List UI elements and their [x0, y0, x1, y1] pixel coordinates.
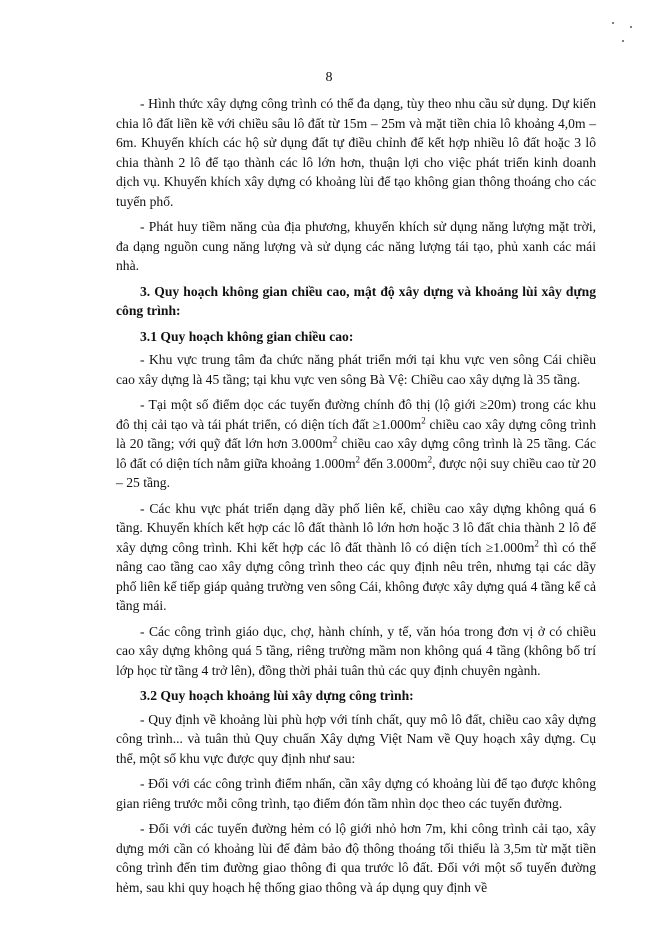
- paragraph-height-center: - Khu vực trung tâm đa chức năng phát triển mới tại khu vực ven sông Cái chiều cao xây dựng là 45 tầng; tại khu vực ven sông Bà Vệ: Chiều cao xây dựng là 35 tầng.: [116, 352, 596, 387]
- section-heading-3: 3. Quy hoạch không gian chiều cao, mật độ xây dựng và khoảng lùi xây dựng công trình:: [116, 283, 596, 318]
- paragraph-setback-general: - Quy định về khoảng lùi phù hợp với tính chất, quy mô lô đất, chiều cao xây dựng công trình... và tuân thủ Quy chuẩn Xây dựng Việt Nam về Quy hoạch xây dựng. Cụ thể, một số khu vực được quy định như sau:: [116, 711, 596, 766]
- paragraph-height-main-roads: - Tại một số điểm dọc các tuyến đường chính đô thị (lộ giới ≥20m) trong các khu đô thị cải tạo và tái phát triển, có diện tích đất $\ge 1.000m^2$ chiều cao xây dựng công trình là 20 tầng; với quỹ đất lớn hơn $3.000m^2$ chiều cao xây dựng công trình là 25 tầng. Các lô đất có diện tích nằm giữa khoảng $1.000m^2$ đến $3.000m^2$, được nội suy chiều cao từ 20 – 25 tầng.: [116, 397, 597, 490]
- scan-specks: [608, 18, 638, 48]
- paragraph-setback-landmarks: - Đối với các công trình điểm nhấn, cần xây dựng có khoảng lùi để tạo được không gian riêng trước mỗi công trình, tạo điểm đón tầm nhìn dọc theo các tuyến đường.: [116, 776, 596, 811]
- paragraph-construction-form: - Hình thức xây dựng công trình có thể đa dạng, tùy theo nhu cầu sử dụng. Dự kiến chia lô đất liền kề với chiều sâu lô đất từ 15m – 25m và mặt tiền chia lô khoảng 4,0m – 6m. Khuyến khích các hộ sử dụng đất tự điều chỉnh để kết hợp nhiều lô đất hoặc 3 lô chia thành 2 lô để tạo thành các lô lớn hơn, thuận lợi cho việc phát triển kinh doanh dịch vụ. Khuyến khích xây dựng có khoảng lùi để tạo không gian thông thoáng cho các tuyến phố.: [116, 96, 596, 209]
- subsection-heading-3-1: 3.1 Quy hoạch không gian chiều cao:: [140, 328, 354, 344]
- page-number: 8: [325, 70, 333, 85]
- document-body: [116, 94, 596, 903]
- paragraph-energy: - Phát huy tiềm năng của địa phương, khuyến khích sử dụng năng lượng mặt trời, đa dạng nguồn cung năng lượng và sử dụng các năng lượng tái tạo, phủ xanh các mái nhà.: [116, 219, 596, 273]
- paragraph-height-row-houses: - Các khu vực phát triển dạng dãy phố liên kế, chiều cao xây dựng không quá 6 tầng. Khuyến khích kết hợp các lô đất thành lô lớn hơn hoặc 3 lô đất chia thành 2 lô để xây dựng công trình. Khi kết hợp các lô đất thành lô có diện tích $\ge 1.000m^2$ thì có thể nâng cao tầng cao xây dựng công trình theo các quy định nêu trên, nhưng tại các dãy phố liên kế tiếp giáp quảng trường ven sông Cái, không được xây dựng quá 4 tầng kể cả tầng mái.: [116, 500, 597, 613]
- subsection-heading-3-2: 3.2 Quy hoạch khoảng lùi xây dựng công trình:: [140, 688, 414, 703]
- paragraph-height-public-works: - Các công trình giáo dục, chợ, hành chính, y tế, văn hóa trong đơn vị ở có chiều cao xây dựng không quá 5 tầng, riêng trường mầm non không quá 4 tầng (không bố trí lớp học từ tầng 4 trở lên), đồng thời phải tuân thủ các quy định chuyên ngành.: [116, 623, 596, 678]
- paragraph-setback-alleys: - Đối với các tuyến đường hẻm có lộ giới nhỏ hơn 7m, khi công trình cải tạo, xây dựng mới cần có khoảng lùi để đảm bảo độ thông thoáng tối thiểu là 3,5m từ mặt tiền công trình đến tim đường giao thông đi qua trước lô đất. Đối với một số tuyến đường hẻm, sau khi quy hoạch hệ thống giao thông và áp dụng quy định về: [116, 821, 596, 895]
